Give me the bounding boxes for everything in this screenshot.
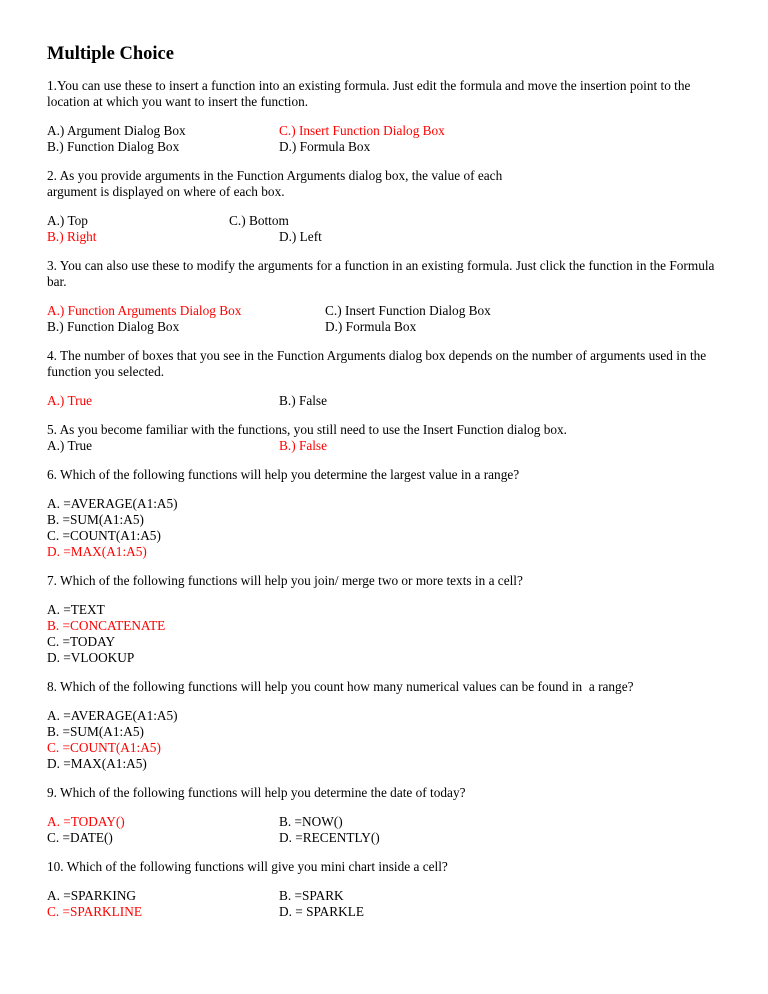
option-a-correct: A.) Function Arguments Dialog Box [47, 303, 242, 318]
option-a: A. =AVERAGE(A1:A5) [47, 496, 178, 511]
question-1 [47, 78, 727, 155]
option-a-correct: A.) True [47, 393, 93, 408]
option-d: D.) Formula Box [279, 139, 371, 154]
page-title: Multiple Choice [47, 44, 174, 64]
option-b-correct: B.) False [279, 438, 328, 453]
option-c-correct: C. =SPARKLINE [47, 904, 142, 919]
option-c-correct: C.) Insert Function Dialog Box [279, 123, 445, 138]
question-8 [47, 679, 727, 772]
question-text: 6. Which of the following functions will help you determine the largest value in a range? [47, 467, 520, 482]
question-text: 7. Which of the following functions will help you join/ merge two or more texts in a cell? [47, 573, 523, 588]
option-a-correct: A. =TODAY() [47, 814, 125, 829]
question-text: 9. Which of the following functions will help you determine the date of today? [47, 785, 466, 800]
question-text: 3. You can also use these to modify the arguments for a function in an existing formula. Just click the function in the Formula bar. [47, 258, 715, 289]
question-9 [47, 785, 727, 846]
option-c: C. =COUNT(A1:A5) [47, 528, 161, 543]
question-10 [47, 859, 727, 920]
option-d: D. =VLOOKUP [47, 650, 135, 665]
question-text: 8. Which of the following functions will help you count how many numerical values can be found in a range? [47, 679, 634, 694]
question-7 [47, 573, 727, 666]
option-d: D.) Formula Box [325, 319, 417, 334]
option-b: B. =NOW() [279, 814, 343, 829]
option-c: C.) Insert Function Dialog Box [325, 303, 491, 318]
document-page [47, 40, 727, 920]
option-d: D.) Left [279, 229, 322, 244]
question-2 [47, 168, 727, 245]
option-a: A. =SPARKING [47, 888, 137, 903]
option-d: D. =MAX(A1:A5) [47, 756, 147, 771]
question-text: 2. As you provide arguments in the Function Arguments dialog box, the value of each argument is displayed on where of each box. [47, 168, 503, 199]
option-d-correct: D. =MAX(A1:A5) [47, 544, 147, 559]
option-c: C. =TODAY [47, 634, 116, 649]
question-3 [47, 258, 727, 335]
question-text: 4. The number of boxes that you see in the Function Arguments dialog box depends on the number of arguments used in the function you selected. [47, 348, 707, 379]
option-b-correct: B.) Right [47, 229, 97, 244]
option-d: D. =RECENTLY() [279, 830, 380, 845]
question-text: 10. Which of the following functions will give you mini chart inside a cell? [47, 859, 448, 874]
question-text: 5. As you become familiar with the functions, you still need to use the Insert Function dialog box. [47, 422, 567, 437]
option-a: A.) Argument Dialog Box [47, 123, 186, 138]
option-b: B. =SPARK [279, 888, 344, 903]
option-c-correct: C. =COUNT(A1:A5) [47, 740, 161, 755]
option-a: A. =TEXT [47, 602, 105, 617]
option-b: B.) False [279, 393, 328, 408]
option-a: A.) True [47, 438, 93, 453]
option-b: B.) Function Dialog Box [47, 139, 180, 154]
option-b: B. =SUM(A1:A5) [47, 512, 144, 527]
option-c: C.) Bottom [229, 213, 289, 228]
question-5 [47, 422, 727, 454]
option-b: B.) Function Dialog Box [47, 319, 180, 334]
option-a: A. =AVERAGE(A1:A5) [47, 708, 178, 723]
option-d: D. = SPARKLE [279, 904, 364, 919]
option-b: B. =SUM(A1:A5) [47, 724, 144, 739]
question-text: 1.You can use these to insert a function into an existing formula. Just edit the formula and move the insertion point to the location at which you want to insert the function. [47, 78, 691, 109]
option-b-correct: B. =CONCATENATE [47, 618, 166, 633]
option-a: A.) Top [47, 213, 88, 228]
option-c: C. =DATE() [47, 830, 113, 845]
question-6 [47, 467, 727, 560]
question-4 [47, 348, 727, 409]
